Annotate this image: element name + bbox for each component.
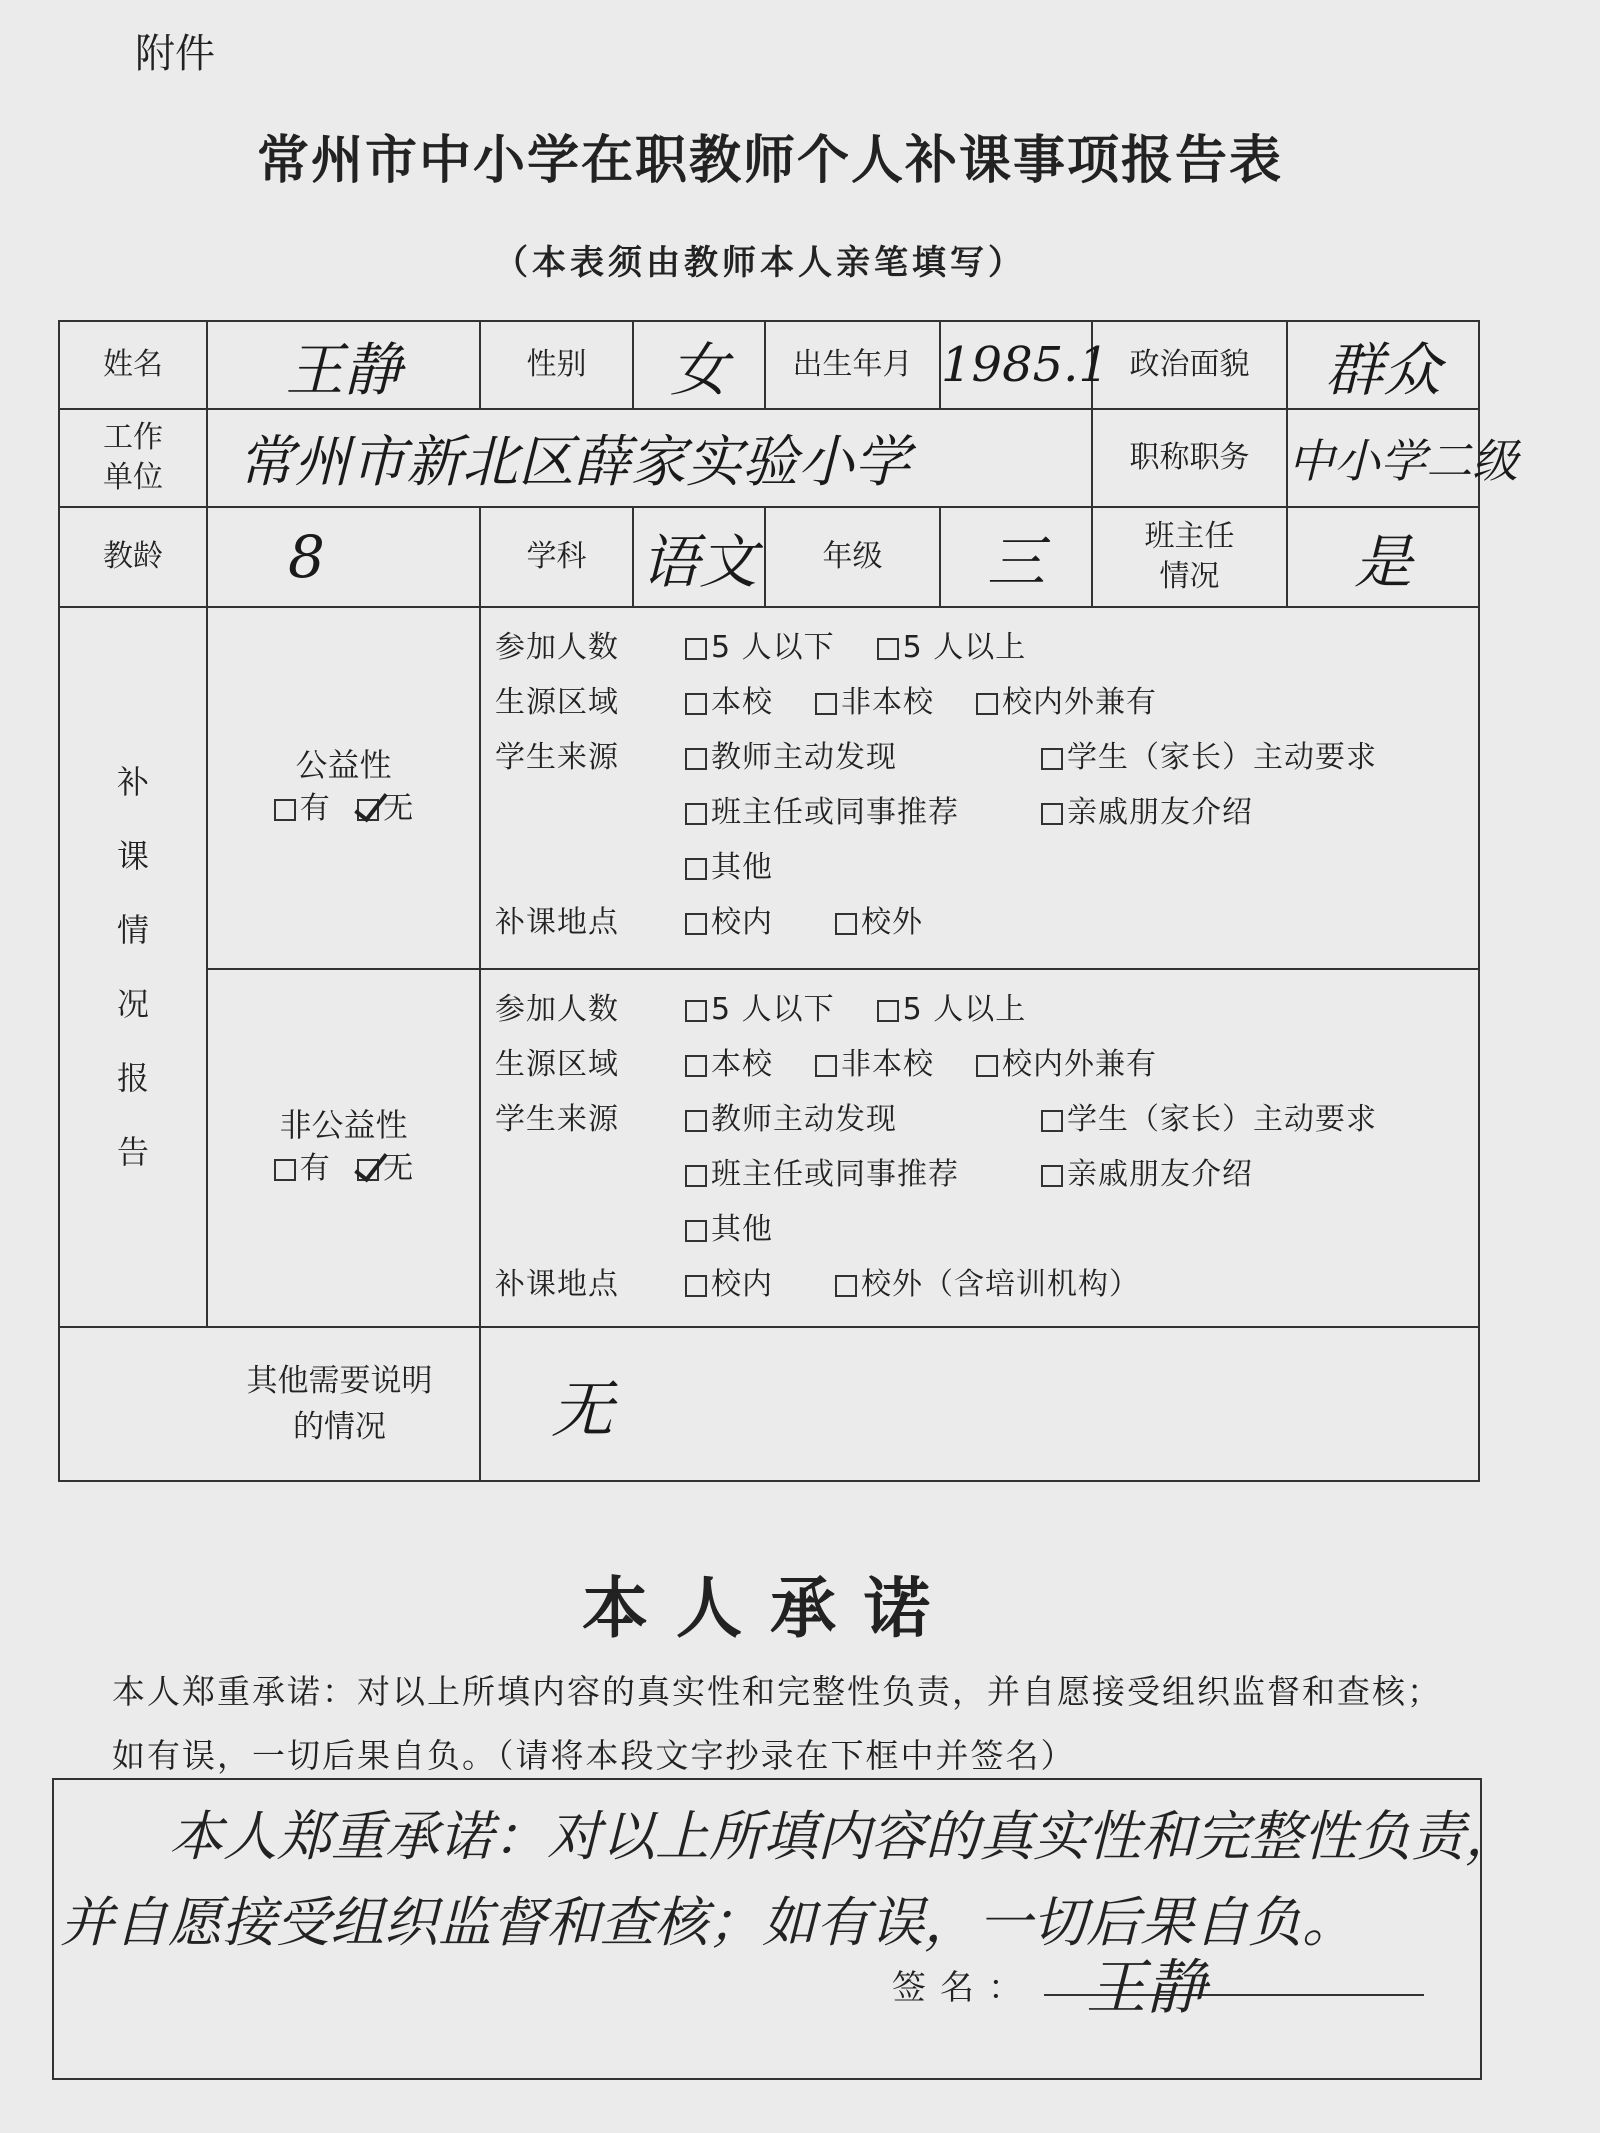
checkbox[interactable] — [685, 748, 707, 770]
work-unit-label — [59, 409, 207, 507]
public-label: 公益性 — [295, 746, 392, 784]
nonpublic-location-option-1[interactable] — [685, 1257, 773, 1312]
head-teacher-label — [1092, 507, 1287, 607]
nonpublic-no-label: 无 — [383, 1151, 414, 1186]
option-label: 学生（家长）主动要求 — [1067, 740, 1377, 775]
option-label: 教师主动发现 — [711, 740, 897, 775]
nonpublic-source-option-1[interactable] — [685, 1092, 1023, 1147]
teaching-age-value[interactable]: 8 — [207, 507, 480, 607]
option-label: 学生（家长）主动要求 — [1067, 1102, 1377, 1137]
option-label: 校外 — [861, 905, 923, 940]
option-label: 校外（含培训机构） — [861, 1267, 1140, 1302]
option-label: 亲戚朋友介绍 — [1067, 1157, 1253, 1192]
public-source-row — [495, 730, 1468, 895]
public-source-option-4[interactable] — [1041, 785, 1253, 840]
public-location-label: 补课地点 — [495, 905, 619, 940]
checkbox[interactable] — [976, 1055, 998, 1077]
public-location-row — [495, 895, 1468, 950]
checkbox[interactable] — [685, 1110, 707, 1132]
head-teacher-label-line1: 班主任 — [1144, 519, 1235, 554]
head-teacher-value[interactable]: 是 — [1287, 507, 1479, 607]
option-label: 本校 — [711, 1047, 773, 1082]
checkbox[interactable] — [815, 693, 837, 715]
pledge-copy-box[interactable] — [52, 1778, 1519, 2080]
report-char-2: 课 — [116, 837, 149, 875]
checkbox[interactable] — [685, 1165, 707, 1187]
grade-value[interactable]: 三 — [940, 507, 1092, 607]
nonpublic-participants-row — [495, 982, 1468, 1037]
nonpublic-type-cell — [207, 969, 480, 1327]
option-label: 校内外兼有 — [1002, 1047, 1157, 1082]
public-region-option-2[interactable] — [815, 675, 934, 730]
public-options-cell — [480, 607, 1479, 969]
public-no-checkbox-checked[interactable] — [357, 799, 379, 821]
pledge-copy-line1: 本人郑重承诺：对以上所填内容的真实性和完整性负责， — [169, 1805, 1519, 1868]
name-label: 姓名 — [59, 321, 207, 409]
nonpublic-yes-option[interactable] — [274, 1147, 330, 1191]
option-label: 其他 — [711, 1212, 773, 1247]
report-char-4: 况 — [116, 985, 149, 1023]
title-value[interactable]: 中小学二级 — [1287, 409, 1479, 507]
checkbox[interactable] — [685, 693, 707, 715]
public-region-option-3[interactable] — [976, 675, 1157, 730]
option-label: 校内外兼有 — [1002, 685, 1157, 720]
checkbox[interactable] — [685, 1220, 707, 1242]
political-label: 政治面貌 — [1092, 321, 1287, 409]
nonpublic-source-label: 学生来源 — [495, 1102, 619, 1137]
public-location-option-1[interactable] — [685, 895, 773, 950]
nonpublic-options-cell — [480, 969, 1479, 1327]
option-label: 5 人以上 — [902, 992, 1027, 1027]
public-participants-label: 参加人数 — [495, 630, 619, 665]
signature-label: 签名： — [892, 1968, 1036, 2008]
option-label: 本校 — [711, 685, 773, 720]
option-label: 5 人以下 — [711, 992, 835, 1027]
political-value[interactable]: 群众 — [1287, 321, 1479, 409]
checkbox[interactable] — [815, 1055, 837, 1077]
nonpublic-source-row — [495, 1092, 1468, 1257]
nonpublic-location-row — [495, 1257, 1468, 1312]
grade-label: 年级 — [765, 507, 940, 607]
nonpublic-no-option[interactable] — [357, 1147, 413, 1191]
option-label: 非本校 — [841, 1047, 934, 1082]
other-label-line2: 的情况 — [293, 1409, 386, 1445]
nonpublic-yes-checkbox[interactable] — [274, 1159, 296, 1181]
nonpublic-source-option-3[interactable] — [685, 1147, 1023, 1202]
checkbox[interactable] — [685, 1275, 707, 1297]
report-char-3: 情 — [116, 911, 149, 949]
nonpublic-yes-label: 有 — [299, 1151, 330, 1186]
nonpublic-participants-option-2[interactable] — [877, 982, 1027, 1037]
nonpublic-source-option-2[interactable] — [1041, 1092, 1377, 1147]
checkbox[interactable] — [685, 858, 707, 880]
work-unit-label-line1: 工作 — [103, 420, 163, 455]
checkbox[interactable] — [835, 913, 857, 935]
public-participants-row — [495, 620, 1468, 675]
birth-value[interactable]: 1985.1 — [940, 321, 1092, 409]
subject-label: 学科 — [480, 507, 633, 607]
checkbox[interactable] — [685, 913, 707, 935]
checkbox[interactable] — [685, 638, 707, 660]
public-region-row — [495, 675, 1468, 730]
pledge-copy-line2: 并自愿接受组织监督和查核；如有误，一切后果自负。 — [60, 1891, 1356, 1954]
title-label: 职称职务 — [1092, 409, 1287, 507]
nonpublic-region-option-3[interactable] — [976, 1037, 1157, 1092]
public-region-label: 生源区域 — [495, 685, 619, 720]
nonpublic-location-label: 补课地点 — [495, 1267, 619, 1302]
public-source-option-1[interactable] — [685, 730, 1023, 785]
report-char-5: 报 — [116, 1059, 149, 1097]
public-source-option-2[interactable] — [1041, 730, 1377, 785]
checkbox[interactable] — [685, 803, 707, 825]
checkbox[interactable] — [1041, 1110, 1063, 1132]
option-label: 班主任或同事推荐 — [711, 1157, 959, 1192]
public-region-option-1[interactable] — [685, 675, 773, 730]
option-label: 教师主动发现 — [711, 1102, 897, 1137]
other-value[interactable]: 无 — [480, 1327, 1479, 1481]
checkbox[interactable] — [685, 1055, 707, 1077]
nonpublic-label: 非公益性 — [279, 1106, 408, 1144]
birth-label: 出生年月 — [765, 321, 940, 409]
option-label: 校内 — [711, 1267, 773, 1302]
form-subtitle: （本表须由教师本人亲笔填写） — [494, 243, 1026, 283]
signature: 王静 — [1086, 1953, 1206, 2023]
public-no-label: 无 — [383, 791, 414, 826]
public-yes-checkbox[interactable] — [274, 799, 296, 821]
nonpublic-participants-label: 参加人数 — [495, 992, 619, 1027]
name-value[interactable]: 王静 — [207, 321, 480, 409]
work-unit-value[interactable]: 常州市新北区薛家实验小学 — [207, 409, 1092, 507]
gender-label: 性别 — [480, 321, 633, 409]
checkbox[interactable] — [877, 1000, 899, 1022]
head-teacher-label-line2: 情况 — [1159, 559, 1220, 594]
checkbox[interactable] — [685, 1000, 707, 1022]
report-char-6: 告 — [116, 1133, 149, 1171]
checkbox[interactable] — [1041, 1165, 1063, 1187]
public-participants-option-1[interactable] — [685, 620, 835, 675]
nonpublic-region-option-1[interactable] — [685, 1037, 773, 1092]
public-yes-label: 有 — [299, 791, 330, 826]
nonpublic-no-checkbox-checked[interactable] — [357, 1159, 379, 1181]
nonpublic-region-row — [495, 1037, 1468, 1092]
public-location-option-2[interactable] — [835, 895, 923, 950]
nonpublic-region-label: 生源区域 — [495, 1047, 619, 1082]
public-participants-option-2[interactable] — [877, 620, 1027, 675]
teaching-age-label: 教龄 — [59, 507, 207, 607]
option-label: 校内 — [711, 905, 773, 940]
option-label: 5 人以上 — [902, 630, 1027, 665]
option-label: 亲戚朋友介绍 — [1067, 795, 1253, 830]
report-char-1: 补 — [116, 763, 149, 801]
report-table — [58, 320, 1518, 1482]
nonpublic-source-option-4[interactable] — [1041, 1147, 1253, 1202]
public-type-cell — [207, 607, 480, 969]
pledge-title: 本人承诺 — [582, 1569, 958, 1647]
public-source-option-3[interactable] — [685, 785, 1023, 840]
form-title: 常州市中小学在职教师个人补课事项报告表 — [256, 130, 1283, 191]
public-source-option-5[interactable] — [685, 840, 1385, 895]
checkbox[interactable] — [877, 638, 899, 660]
public-no-option[interactable] — [357, 787, 413, 831]
attachment-label: 附件 — [135, 31, 215, 77]
work-unit-label-line2: 单位 — [103, 460, 163, 495]
nonpublic-source-option-5[interactable] — [685, 1202, 1385, 1257]
subject-value[interactable]: 语文 — [633, 507, 765, 607]
gender-value[interactable]: 女 — [633, 321, 765, 409]
nonpublic-region-option-2[interactable] — [815, 1037, 934, 1092]
option-label: 非本校 — [841, 685, 934, 720]
public-source-label: 学生来源 — [495, 740, 619, 775]
nonpublic-location-option-2[interactable] — [835, 1257, 1140, 1312]
nonpublic-participants-option-1[interactable] — [685, 982, 835, 1037]
checkbox[interactable] — [1041, 803, 1063, 825]
option-label: 其他 — [711, 850, 773, 885]
public-yes-option[interactable] — [274, 787, 330, 831]
pledge-text: 本人郑重承诺：对以上所填内容的真实性和完整性负责，并自愿接受组织监督和查核；如有误，一切后果自负。（请将本段文字抄录在下框中并签名） — [112, 1672, 1442, 1775]
report-section-label — [59, 607, 207, 1327]
other-label — [59, 1327, 480, 1481]
option-label: 5 人以下 — [711, 630, 835, 665]
option-label: 班主任或同事推荐 — [711, 795, 959, 830]
other-label-line1: 其他需要说明 — [246, 1363, 433, 1399]
checkbox[interactable] — [1041, 748, 1063, 770]
checkbox[interactable] — [835, 1275, 857, 1297]
checkbox[interactable] — [976, 693, 998, 715]
